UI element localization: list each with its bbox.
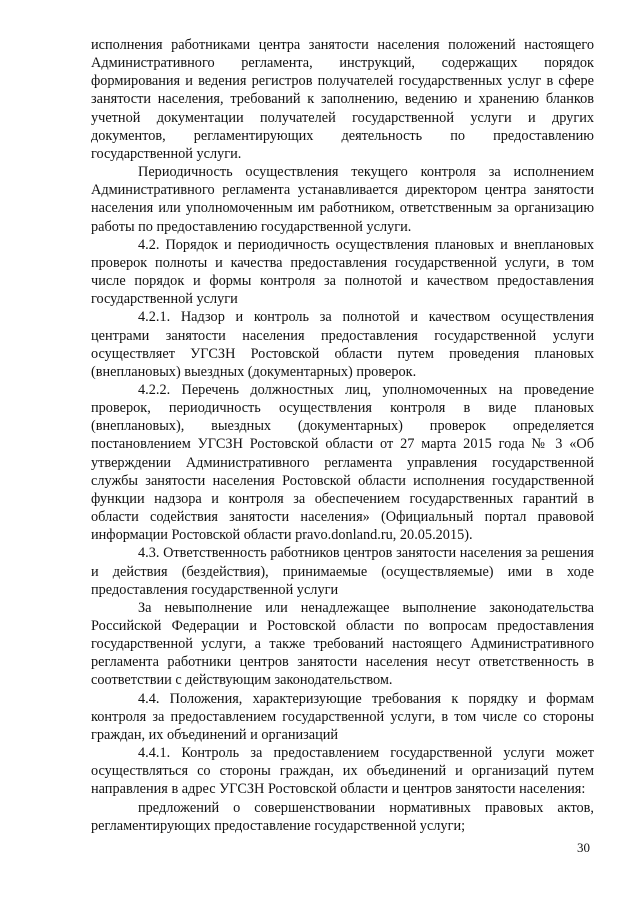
paragraph-section-4-3: 4.3. Ответственность работников центров занятости населения за решения и действия (бездействия), принимаемые (осуществляемые) ими в ходе предоставления государственной услуги [91, 545, 594, 598]
paragraph-current-control: Периодичность осуществления текущего контроля за исполнением Административного регламента устанавливается директором центра занятости населения или уполномоченным им работником, ответственным за организацию работы по предоставлению государственной услуги. [91, 164, 594, 235]
page-number: 30 [577, 840, 590, 855]
paragraph-section-4-4-1: 4.4.1. Контроль за предоставлением государственной услуги может осуществляться со стороны граждан, их объединений и организаций путем направления в адрес УГСЗН Ростовской области и центров занятости населения: [91, 745, 594, 798]
paragraph-continuation: исполнения работниками центра занятости населения положений настоящего Административного регламента, инструкций, содержащих порядок формирования и ведения регистров получателей государственных услуг в сфере занятости населения, требований к заполнению, ведению и хранению бланков учетной документации получателей государственной услуги и других документов, регламентирующих деятельность по предоставлению государственной услуги. [91, 37, 594, 162]
paragraph-proposals: предложений о совершенствовании нормативных правовых актов, регламентирующих предоставление государственной услуги; [91, 799, 594, 834]
body-text [91, 36, 594, 835]
paragraph-section-4-2-1: 4.2.1. Надзор и контроль за полнотой и качеством осуществления центрами занятости населения предоставления государственной услуги осуществляет УГСЗН Ростовской области путем проведения плановых (внеплановых) выездных (документарных) проверок. [91, 309, 594, 380]
paragraph-section-4-2-2: 4.2.2. Перечень должностных лиц, уполномоченных на проведение проверок, периодичность осуществления контроля в виде плановых (внеплановых), выездных (документарных) проверок определяется постановлением УГСЗН Ростовской области от 27 марта 2015 года № 3 «Об утверждении Административного регламента управления государственной службы занятости населения Ростовской области исполнения государственной функции надзора и контроля за обеспечением государственных гарантий в области содействия занятости населения» (Официальный портал правовой информации Ростовской области pravo.donland.ru, 20.05.2015). [91, 381, 594, 544]
paragraph-section-4-2: 4.2. Порядок и периодичность осуществления плановых и внеплановых проверок полноты и качества предоставления государственной услуги, в том числе порядок и формы контроля за полнотой и качеством предоставления государственной услуги [91, 236, 594, 308]
paragraph-section-4-4: 4.4. Положения, характеризующие требования к порядку и формам контроля за предоставлением государственной услуги, в том числе со стороны граждан, их объединений и организаций [91, 690, 594, 743]
paragraph-responsibility: За невыполнение или ненадлежащее выполнение законодательства Российской Федерации и Ростовской области по вопросам предоставления государственной услуги, а также требований настоящего Административного регламента работники центров занятости населения несут ответственность в соответствии с действующим законодательством. [91, 599, 594, 689]
